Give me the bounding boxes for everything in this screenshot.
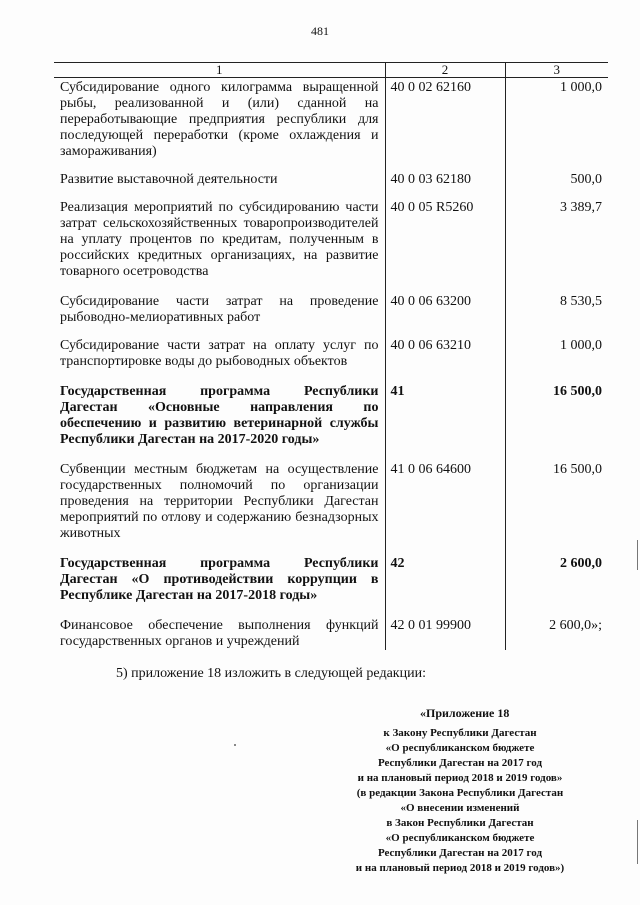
row-name-cell: Реализация мероприятий по субсидированию части затрат сельскохозяйственных товаропроизводителей на уплату процентов по кредитам, полученным в российских кредитных организациях, на развитие товарного осетроводства — [60, 200, 379, 279]
appendix-line: в Закон Республики Дагестан — [386, 817, 534, 829]
appendix-header — [300, 726, 620, 876]
scan-edge-mark — [637, 820, 638, 864]
row-amount-cell: 3 389,7 — [505, 200, 608, 294]
row-name-cell: Государственная программа Республики Дагестан «Основные направления по обеспечению и развитию ветеринарной службы Республики Дагестан на 2017-2020 годы» — [60, 384, 379, 447]
column-header-1: 1 — [54, 63, 385, 78]
page-number: 481 — [311, 24, 329, 38]
appendix-line: «О республиканском бюджете — [385, 832, 535, 844]
row-name-cell: Государственная программа Республики Дагестан «О противодействии коррупции в Республике Дагестан на 2017-2018 годы» — [60, 556, 379, 603]
amendment-instruction: 5) приложение 18 изложить в следующей редакции: — [116, 666, 426, 681]
row-code-cell: 42 — [385, 556, 505, 618]
row-code-cell: 40 0 02 62160 — [385, 78, 505, 173]
row-amount-cell: 1 000,0 — [505, 78, 608, 173]
table-row — [54, 618, 608, 650]
row-name-cell: Субвенции местным бюджетам на осуществление государственных полномочий по организации проведения на территории Республики Дагестан мероприятий по отлову и содержанию безнадзорных животных — [60, 462, 379, 541]
appendix-line: Республики Дагестан на 2017 год — [377, 847, 543, 859]
appendix-line: и на плановый период 2018 и 2019 годов») — [355, 862, 565, 874]
appendix-line: «О внесении изменений — [400, 802, 520, 814]
row-amount-cell: 2 600,0 — [505, 556, 608, 618]
column-header-2: 2 — [385, 63, 505, 78]
row-code-cell: 40 0 05 R5260 — [385, 200, 505, 294]
row-name-cell: Субсидирование одного килограмма выращенной рыбы, реализованной и (или) сданной на переработывающие предприятия республики для последующей переработки (кроме охлаждения и замораживания) — [60, 80, 379, 159]
table-body — [54, 78, 608, 651]
appendix-line: (в редакции Закона Республики Дагестан — [356, 787, 564, 799]
row-amount-cell: 8 530,5 — [505, 294, 608, 338]
table-row — [54, 172, 608, 200]
row-amount-cell: 2 600,0»; — [505, 618, 608, 650]
table-row — [54, 384, 608, 462]
row-name-cell: Субсидирование части затрат на оплату услуг по транспортировке воды до рыбоводных объектов — [60, 338, 379, 369]
column-header-3: 3 — [505, 63, 608, 78]
appendix-line: Республики Дагестан на 2017 год — [377, 757, 543, 769]
table-row — [54, 338, 608, 384]
row-amount-cell: 16 500,0 — [505, 384, 608, 462]
row-name-cell: Субсидирование части затрат на проведение рыбоводно-мелиоративных работ — [60, 294, 379, 325]
row-code-cell: 40 0 06 63210 — [385, 338, 505, 384]
appendix-title: «Приложение 18 — [420, 706, 510, 720]
row-amount-cell: 500,0 — [505, 172, 608, 200]
table-row — [54, 78, 608, 173]
row-code-cell: 40 0 03 62180 — [385, 172, 505, 200]
row-code-cell: 41 — [385, 384, 505, 462]
row-code-cell: 41 0 06 64600 — [385, 462, 505, 556]
table-row — [54, 462, 608, 556]
scan-edge-mark — [637, 540, 638, 570]
row-name-cell: Развитие выставочной деятельности — [60, 172, 278, 187]
appendix-line: к Закону Республики Дагестан — [383, 727, 537, 739]
row-code-cell: 42 0 01 99900 — [385, 618, 505, 650]
scan-speck — [234, 744, 236, 746]
row-amount-cell: 1 000,0 — [505, 338, 608, 384]
appendix-line: и на плановый период 2018 и 2019 годов» — [357, 772, 563, 784]
row-name-cell: Финансовое обеспечение выполнения функций государственных органов и учреждений — [60, 618, 379, 649]
table-header-row — [54, 63, 608, 78]
row-amount-cell: 16 500,0 — [505, 462, 608, 556]
row-code-cell: 40 0 06 63200 — [385, 294, 505, 338]
budget-table — [54, 62, 608, 650]
table-row — [54, 200, 608, 294]
table-row — [54, 556, 608, 618]
table-row — [54, 294, 608, 338]
appendix-line: «О республиканском бюджете — [385, 742, 535, 754]
